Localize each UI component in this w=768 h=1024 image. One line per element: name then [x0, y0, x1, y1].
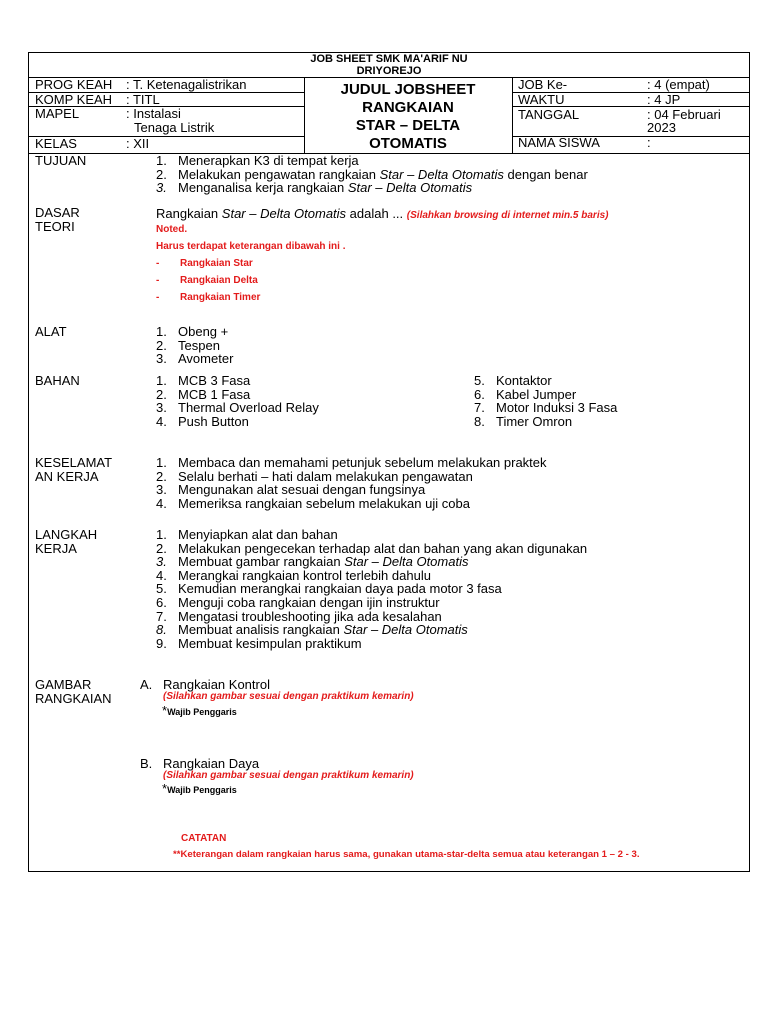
item-a-note: (Silahkan gambar sesuai dengan praktikum kemarin) [163, 691, 414, 702]
catatan-text: **Keterangan dalam rangkaian harus sama, gunakan utama-star-delta semua atau keterangan 1 – 2 - 3. [173, 849, 640, 860]
section-label-langkah-kerja: KERJA [35, 541, 77, 556]
label-mapel: MAPEL [35, 106, 80, 121]
value-tanggal-year: 2023 [647, 120, 676, 135]
list-item: 4. Push Button [156, 413, 249, 429]
label-job-ke: JOB Ke- [518, 77, 568, 92]
value-job-ke: : 4 (empat) [647, 77, 710, 92]
list-item: 6. Kabel Jumper [474, 386, 577, 402]
list-item: 3. Avometer [156, 351, 234, 367]
value-nama-siswa: : [647, 135, 651, 150]
school-location: DRIYOREJO [356, 65, 422, 77]
section-label-langkah: LANGKAH [35, 527, 98, 542]
item-b-title: Rangkaian Daya [163, 756, 260, 771]
list-item: 7. Mengatasi troubleshooting jika ada kesalahan [156, 608, 442, 624]
bahan-list-right [474, 374, 617, 428]
value-waktu: : 4 JP [647, 92, 681, 107]
item-a-ruler: *Wajib Penggaris [162, 703, 237, 718]
bullet-dash: - [156, 275, 160, 286]
list-item: 2. Melakukan pengecekan terhadap alat dan bahan yang akan digunakan [156, 540, 588, 556]
list-item: 8. Timer Omron [474, 413, 573, 429]
list-item: 3. Mengunakan alat sesuai dengan fungsinya [156, 482, 426, 498]
title-line3: STAR – DELTA [355, 117, 461, 134]
label-kelas: KELAS [35, 136, 77, 151]
catatan-title: CATATAN [181, 833, 227, 844]
must-text: Harus terdapat keterangan dibawah ini . [156, 241, 346, 252]
label-tanggal: TANGGAL [518, 107, 580, 122]
value-komp-keah: : TITL [126, 92, 160, 107]
list-item: 9. Membuat kesimpulan praktikum [156, 635, 362, 651]
bullet-dash: - [156, 292, 160, 303]
list-item: 2. Melakukan pengawatan rangkaian Star – Delta Otomatis dengan benar [156, 166, 588, 182]
bullet-timer: Rangkaian Timer [180, 292, 261, 303]
alat-list [156, 325, 233, 366]
item-a-letter: A. [140, 677, 153, 692]
bahan-list-left [156, 374, 319, 428]
bullet-star: Rangkaian Star [180, 258, 253, 269]
list-item: 2. MCB 1 Fasa [156, 386, 251, 402]
dasar-intro: Rangkaian Star – Delta Otomatis adalah ... (Silahkan browsing di internet min.5 baris) [156, 206, 609, 221]
section-label-bahan: BAHAN [35, 373, 80, 388]
section-label-gambar: GAMBAR [35, 677, 92, 692]
list-item: 1. Menyiapkan alat dan bahan [156, 527, 338, 542]
label-prog-keah: PROG KEAH [35, 77, 113, 92]
item-b-ruler: *Wajib Penggaris [162, 781, 237, 796]
title-line2: RANGKAIAN [362, 99, 454, 116]
list-item: 2. Selalu berhati – hati dalam melakukan pengawatan [156, 468, 473, 484]
list-item: 8. Membuat analisis rangkaian Star – Delta Otomatis [156, 622, 468, 638]
section-label-teori: TEORI [35, 219, 75, 234]
list-item: 1. Menerapkan K3 di tempat kerja [156, 153, 359, 168]
bullet-delta: Rangkaian Delta [180, 275, 258, 286]
value-prog-keah: : T. Ketenagalistrikan [126, 77, 247, 92]
list-item: 3. Menganalisa kerja rangkaian Star – Delta Otomatis [156, 180, 473, 196]
list-item: 1. Obeng + [156, 324, 229, 339]
list-item: 2. Tespen [156, 337, 220, 353]
label-komp-keah: KOMP KEAH [35, 92, 113, 107]
list-item: 4. Memeriksa rangkaian sebelum melakukan uji coba [156, 495, 470, 511]
list-item: 6. Menguji coba rangkaian dengan ijin instruktur [156, 594, 440, 610]
tujuan-list [156, 154, 588, 195]
bullet-dash: - [156, 258, 160, 269]
value-kelas: : XII [126, 136, 150, 151]
item-a-title: Rangkaian Kontrol [163, 677, 270, 692]
list-item: 1. Membaca dan memahami petunjuk sebelum melakukan praktek [156, 455, 547, 470]
keselamatan-list [156, 456, 547, 510]
value-mapel: : Instalasi [126, 106, 181, 121]
list-item: 3. Thermal Overload Relay [156, 400, 319, 416]
item-b-note: (Silahkan gambar sesuai dengan praktikum kemarin) [163, 770, 414, 781]
section-label-rangkaian: RANGKAIAN [35, 691, 112, 706]
list-item: 5. Kontaktor [474, 373, 552, 388]
list-item: 4. Merangkai rangkaian kontrol terlebih dahulu [156, 567, 431, 583]
section-label-keselamatan: KESELAMAT [35, 455, 113, 470]
section-label-tujuan: TUJUAN [35, 153, 87, 168]
section-label-dasar: DASAR [35, 205, 80, 220]
section-label-alat: ALAT [35, 324, 67, 339]
list-item: 7. Motor Induksi 3 Fasa [474, 400, 618, 416]
divider [512, 77, 513, 153]
noted-text: Noted. [156, 224, 188, 235]
langkah-list [156, 528, 587, 650]
title-line4: OTOMATIS [369, 135, 447, 152]
item-b-letter: B. [140, 756, 153, 771]
label-nama-siswa: NAMA SISWA [518, 135, 600, 150]
school-name: JOB SHEET SMK MA'ARIF NU [310, 53, 468, 65]
value-tanggal: : 04 Februari [647, 107, 721, 122]
list-item: 3. Membuat gambar rangkaian Star – Delta Otomatis [156, 554, 469, 570]
list-item: 5. Kemudian merangkai rangkaian daya pada motor 3 fasa [156, 581, 502, 597]
list-item: 1. MCB 3 Fasa [156, 373, 251, 388]
section-label-kerja: AN KERJA [35, 469, 99, 484]
value-mapel-line2: Tenaga Listrik [134, 120, 215, 135]
title-line1: JUDUL JOBSHEET [340, 81, 476, 98]
browse-note: (Silahkan browsing di internet min.5 baris) [406, 210, 609, 221]
label-waktu: WAKTU [518, 92, 565, 107]
